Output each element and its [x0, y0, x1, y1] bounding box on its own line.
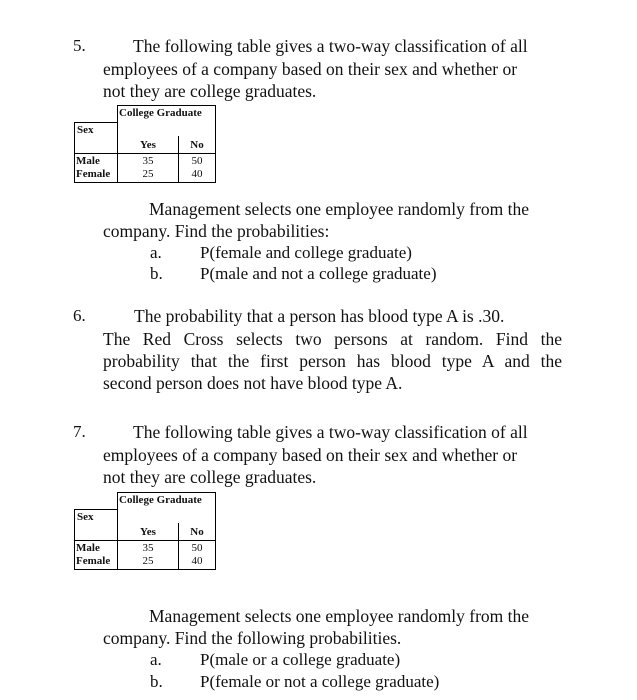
question-text-line: The probability that a person has blood type A is .30.	[134, 306, 505, 326]
table-group-header: College Graduate	[119, 494, 202, 506]
part-label: a.	[150, 243, 162, 262]
table-cell: 35	[142, 542, 154, 554]
question-text-line: The following table gives a two-way classification of all	[133, 36, 528, 56]
question-text-line: employees of a company based on their sex and whether or	[103, 59, 518, 79]
question-text-line: The following table gives a two-way classification of all	[133, 422, 528, 442]
question-number: 7.	[73, 422, 86, 441]
question-number: 6.	[73, 306, 86, 325]
table-row-label: Male	[76, 542, 100, 554]
table-row-header: Sex	[77, 511, 94, 523]
table-cell: 50	[191, 542, 203, 554]
question-text-line: second person does not have blood type A.	[103, 373, 403, 393]
table-column-header: No	[190, 526, 204, 538]
question-text-line: not they are college graduates.	[103, 467, 317, 487]
part-label: b.	[150, 264, 163, 283]
table-cell: 40	[191, 555, 203, 567]
question-text-line: not they are college graduates.	[103, 81, 317, 101]
part-text: P(female or not a college graduate)	[200, 672, 440, 691]
question-text-line: company. Find the following probabilities.	[103, 628, 402, 648]
table-cell: 40	[191, 168, 203, 180]
part-text: P(female and college graduate)	[200, 243, 412, 262]
classification-table	[74, 492, 216, 570]
table-row-label: Female	[76, 555, 111, 567]
question-text-line: company. Find the probabilities:	[103, 221, 330, 241]
table-column-header: Yes	[140, 526, 156, 538]
classification-table	[74, 105, 216, 183]
table-cell: 25	[142, 555, 154, 567]
question-text-line: employees of a company based on their sex and whether or	[103, 445, 518, 465]
table-column-header: Yes	[140, 139, 156, 151]
table-cell: 50	[191, 155, 203, 167]
table-cell: 25	[142, 168, 154, 180]
part-label: b.	[150, 672, 163, 691]
question-number: 5.	[73, 36, 86, 55]
table-row-header: Sex	[77, 124, 94, 136]
question-text-line: probability that the first person has blood type A and the	[103, 351, 562, 371]
question-text-line: Management selects one employee randomly from the	[149, 199, 530, 219]
question-text-line: Management selects one employee randomly from the	[149, 606, 530, 626]
table-row-label: Female	[76, 168, 111, 180]
question-text-line: The Red Cross selects two persons at random. Find the	[103, 329, 562, 349]
table-row-label: Male	[76, 155, 100, 167]
part-label: a.	[150, 650, 162, 669]
table-cell: 35	[142, 155, 154, 167]
part-text: P(male or a college graduate)	[200, 650, 401, 669]
table-column-header: No	[190, 139, 204, 151]
table-group-header: College Graduate	[119, 107, 202, 119]
part-text: P(male and not a college graduate)	[200, 264, 437, 283]
